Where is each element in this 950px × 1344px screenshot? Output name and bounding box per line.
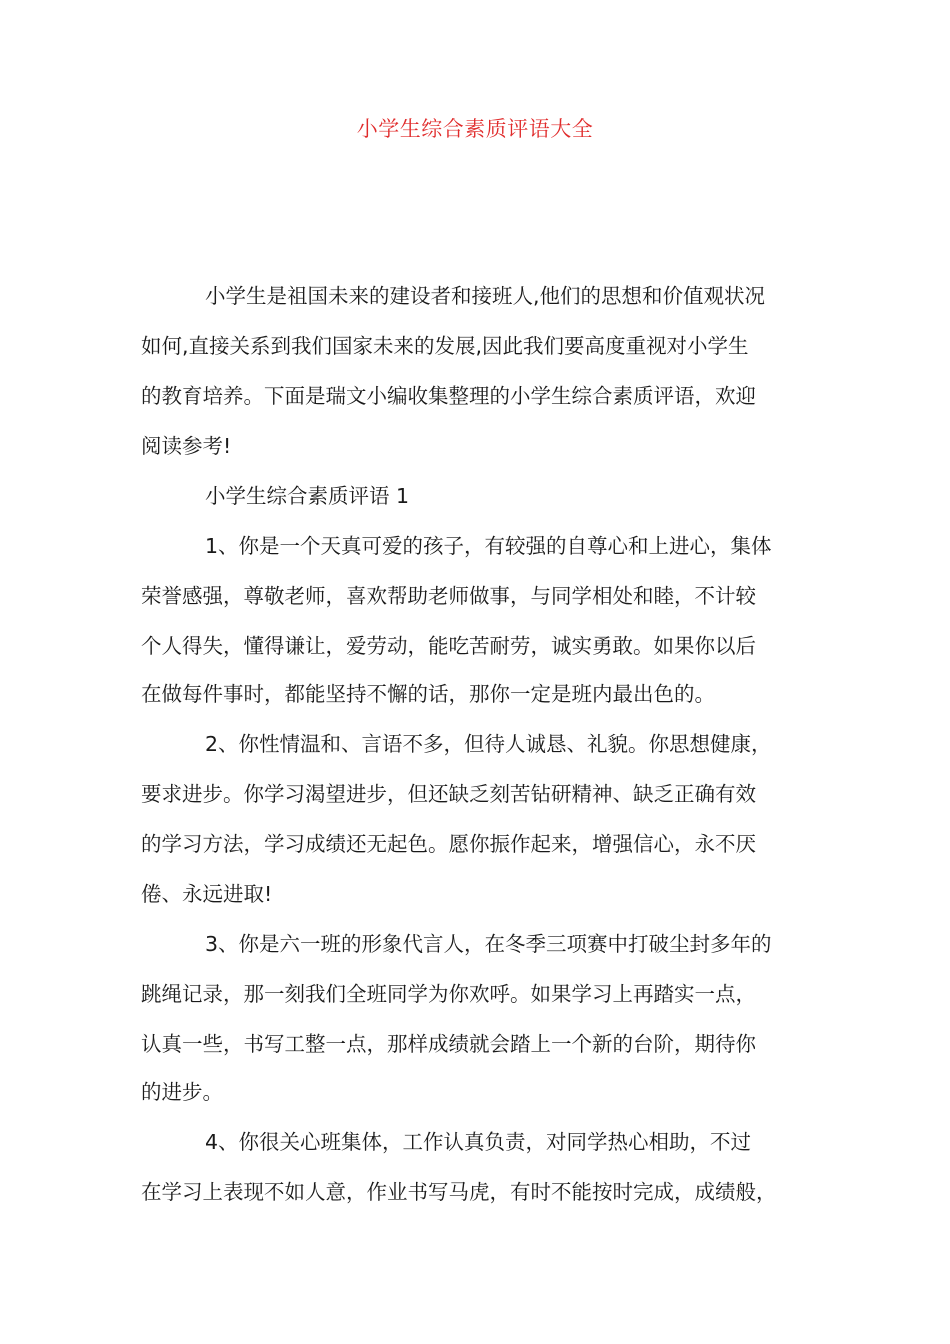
- paragraph-line: 如何,直接关系到我们国家未来的发展,因此我们要高度重视对小学生: [141, 334, 749, 358]
- paragraph-line: 的教育培养。下面是瑞文小编收集整理的小学生综合素质评语，欢迎: [141, 384, 756, 408]
- paragraph-line: 4、你很关心班集体，工作认真负责，对同学热心相助，不过: [205, 1130, 752, 1154]
- paragraph-line: 的进步。: [141, 1080, 223, 1104]
- document-title: 小学生综合素质评语大全: [356, 117, 594, 141]
- paragraph-line: 要求进步。你学习渴望进步，但还缺乏刻苦钻研精神、缺乏正确有效: [141, 782, 756, 806]
- paragraph-line: 小学生是祖国未来的建设者和接班人,他们的思想和价值观状况: [205, 284, 766, 308]
- paragraph-line: 的学习方法，学习成绩还无起色。愿你振作起来，增强信心，永不厌: [141, 832, 756, 856]
- paragraph-line: 2、你性情温和、言语不多，但待人诚恳、礼貌。你思想健康，: [205, 732, 772, 756]
- paragraph-line: 倦、永远进取!: [141, 882, 273, 906]
- paragraph-line: 阅读参考!: [141, 434, 232, 458]
- paragraph-line: 3、你是六一班的形象代言人，在冬季三项赛中打破尘封多年的: [205, 932, 772, 956]
- paragraph-line: 1、你是一个天真可爱的孩子，有较强的自尊心和上进心，集体: [205, 534, 772, 558]
- paragraph-line: 认真一些，书写工整一点，那样成绩就会踏上一个新的台阶，期待你: [141, 1032, 756, 1056]
- paragraph-line: 在学习上表现不如人意，作业书写马虎，有时不能按时完成，成绩般，: [141, 1180, 777, 1204]
- paragraph-line: 个人得失，懂得谦让，爱劳动，能吃苦耐劳，诚实勇敢。如果你以后: [141, 634, 756, 658]
- section-heading: 小学生综合素质评语 1: [205, 484, 410, 508]
- paragraph-line: 跳绳记录，那一刻我们全班同学为你欢呼。如果学习上再踏实一点，: [141, 982, 756, 1006]
- paragraph-line: 荣誉感强，尊敬老师，喜欢帮助老师做事，与同学相处和睦，不计较: [141, 584, 756, 608]
- paragraph-line: 在做每件事时，都能坚持不懈的话，那你一定是班内最出色的。: [141, 682, 715, 706]
